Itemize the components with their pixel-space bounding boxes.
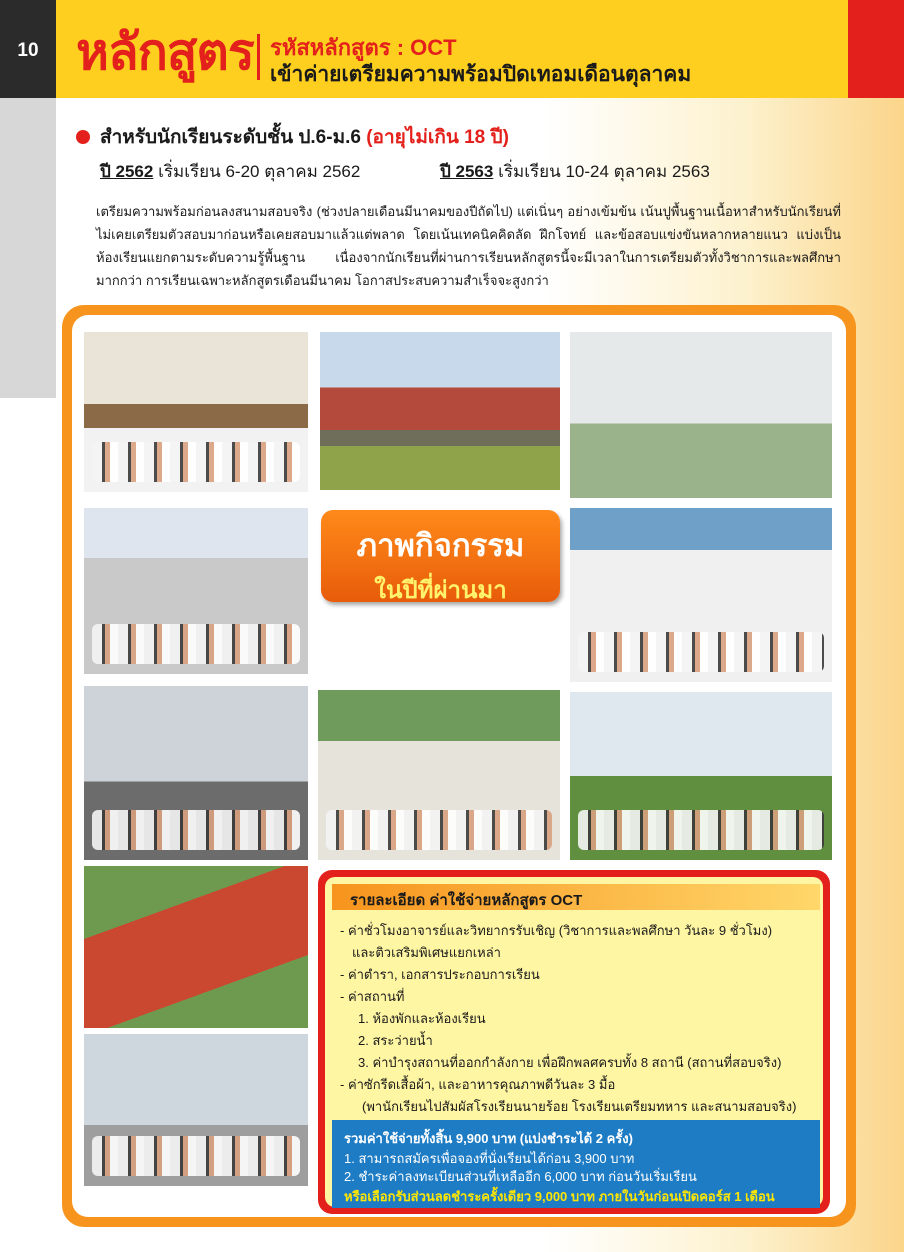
audience-line: [100, 122, 509, 152]
page-number-box: [0, 0, 56, 98]
header-accent: [848, 0, 904, 98]
year-label: ปี 2563: [440, 162, 494, 181]
cost-item: (พานักเรียนไปสัมผัสโรงเรียนนายร้อย โรงเรียนเตรียมทหาร และสนามสอบจริง): [362, 1099, 797, 1114]
cost-item: 1. ห้องพักและห้องเรียน: [358, 1011, 486, 1026]
cost-item: - ค่าตำรา, เอกสารประกอบการเรียน: [340, 967, 540, 982]
photo-field-trip-bus: [84, 1034, 308, 1186]
cost-item: - ค่าสถานที่: [340, 989, 405, 1004]
total-cost: รวมค่าใช้จ่ายทั้งสิ้น 9,900 บาท (แบ่งชำระได้ 2 ครั้ง): [344, 1131, 633, 1146]
bullet-icon: [76, 130, 90, 144]
photo-swimming-pool: [318, 690, 560, 860]
page-title: หลักสูตร: [76, 24, 254, 80]
course-code: รหัสหลักสูตร : OCT: [270, 35, 457, 60]
photo-students-seated: [84, 508, 308, 674]
photo-exam-hall: [570, 332, 832, 498]
photo-outdoor-training: [570, 692, 832, 860]
photo-study-session: [570, 508, 832, 682]
audience-text: สำหรับนักเรียนระดับชั้น ป.6-ม.6: [100, 127, 361, 148]
schedule-2562: [100, 158, 360, 185]
cost-item: 3. ค่าบำรุงสถานที่ออกกำลังกาย เพื่อฝึกพลศครบทั้ง 8 สถานี (สถานที่สอบจริง): [358, 1055, 782, 1070]
cost-title: รายละเอียด ค่าใช้จ่ายหลักสูตร OCT: [350, 892, 583, 909]
course-description: เตรียมความพร้อมก่อนลงสนามสอบจริง (ช่วงปลายเดือนมีนาคมของปีถัดไป) แต่เนิ่นๆ อย่างเข้มข้น เน้นปูพื้นฐานเนื้อหาสำหรับนักเรียนที่ไม่เคยเตรียมตัวสอบมาก่อนหรือเคยสอบมาแล้วแต่พลาด โดยเน้นเทคนิคคิดลัด ฝึกโจทย์ และข้อสอบแข่งขันหลากหลายแนว แบ่งเป็นห้องเรียนแยกตามระดับความรู้พื้นฐาน เนื่องจากนักเรียนที่ผ่านการเรียนหลักสูตรนี้จะมีเวลาในการเตรียมตัวทั้งวิชาการและพลศึกษามากกว่า การเรียนเฉพาะหลักสูตรเดือนมีนาคม โอกาสประสบความสำเร็จจะสูงกว่า: [96, 204, 841, 288]
discount-offer: หรือเลือกรับส่วนลดชำระครั้งเดียว 9,000 บาท ภายในวันก่อนเปิดคอร์ส 1 เดือน: [344, 1189, 775, 1204]
badge-line2: ในปีที่ผ่านมา: [374, 577, 507, 604]
photo-aircraft-museum: [84, 686, 308, 860]
page-number: 10: [17, 40, 39, 61]
payment-step-2: 2. ชำระค่าลงทะเบียนส่วนที่เหลืออีก 6,000 บาท ก่อนวันเริ่มเรียน: [344, 1169, 697, 1184]
photo-academy-building: [320, 332, 560, 490]
cost-item: - ค่าซักรีดเสื้อผ้า, และอาหารคุณภาพดีวันละ 3 มื้อ: [340, 1077, 616, 1092]
year-dates: เริ่มเรียน 6-20 ตุลาคม 2562: [158, 162, 361, 181]
course-subtitle: เข้าค่ายเตรียมความพร้อมปิดเทอมเดือนตุลาคม: [270, 63, 692, 86]
side-strip: [0, 98, 56, 398]
photo-running-track: [84, 866, 308, 1028]
schedule-2563: [440, 158, 710, 185]
cost-item: และติวเสริมพิเศษแยกเหล่า: [352, 945, 501, 960]
badge-line1: ภาพกิจกรรม: [356, 528, 525, 563]
year-label: ปี 2562: [100, 162, 154, 181]
cost-item: - ค่าชั่วโมงอาจารย์และวิทยากรรับเชิญ (วิชาการและพลศึกษา วันละ 9 ชั่วโมง): [340, 923, 773, 938]
payment-step-1: 1. สามารถสมัครเพื่อจองที่นั่งเรียนได้ก่อน 3,900 บาท: [344, 1151, 635, 1166]
cost-item: 2. สระว่ายน้ำ: [358, 1033, 433, 1048]
age-note: (อายุไม่เกิน 18 ปี): [366, 127, 509, 148]
title-divider: [257, 34, 260, 80]
activity-badge: [321, 510, 560, 602]
year-dates: เริ่มเรียน 10-24 ตุลาคม 2563: [498, 162, 710, 181]
photo-classroom-lecture: [84, 332, 308, 492]
